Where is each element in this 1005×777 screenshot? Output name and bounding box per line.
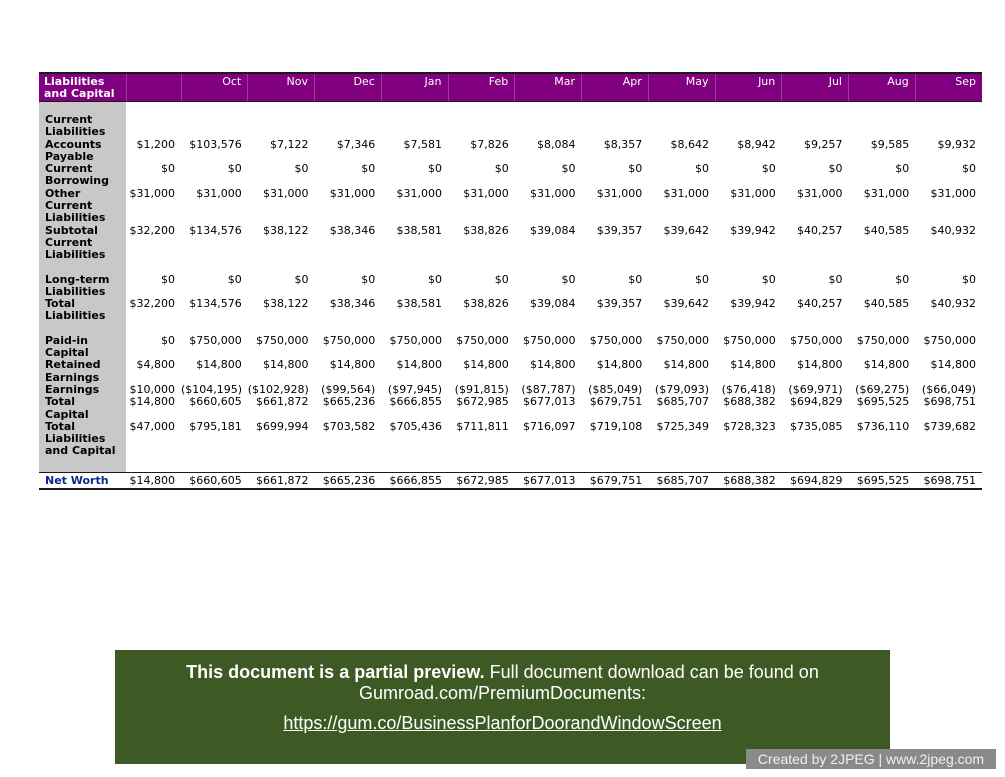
value-cell bbox=[849, 114, 916, 139]
empty-cell bbox=[715, 262, 782, 274]
value-cell: $8,642 bbox=[670, 137, 709, 151]
value-cell: $14,800 bbox=[396, 358, 442, 372]
value-cell: $39,642 bbox=[663, 223, 709, 237]
value-cell: $677,013 bbox=[515, 472, 582, 489]
empty-cell bbox=[448, 262, 515, 274]
value-cell: $698,751 bbox=[923, 395, 976, 409]
value-cell: $40,932 bbox=[930, 223, 976, 237]
empty-cell bbox=[248, 102, 315, 115]
value-cell: $31,000 bbox=[196, 186, 242, 200]
empty-cell bbox=[915, 102, 982, 115]
value-cell: $698,751 bbox=[915, 472, 982, 489]
empty-cell bbox=[126, 458, 181, 473]
value-cell: $0 bbox=[294, 272, 309, 286]
value-cell: $0 bbox=[695, 272, 709, 286]
row-label: Retained Earnings bbox=[39, 359, 126, 384]
empty-cell bbox=[315, 262, 382, 274]
empty-cell bbox=[181, 458, 248, 473]
preview-text: Full document download can be found on Gumroad.com/PremiumDocuments: bbox=[358, 662, 819, 703]
empty-cell bbox=[315, 102, 382, 115]
empty-cell bbox=[582, 458, 649, 473]
value-cell: $750,000 bbox=[723, 333, 776, 347]
value-cell: ($97,945) bbox=[387, 382, 442, 396]
value-cell: $38,826 bbox=[463, 223, 509, 237]
value-cell: $665,236 bbox=[322, 395, 376, 409]
value-cell: $795,181 bbox=[189, 419, 242, 433]
empty-cell bbox=[248, 323, 315, 335]
value-cell: $31,000 bbox=[530, 186, 576, 200]
value-cell: $0 bbox=[628, 272, 643, 286]
empty-cell bbox=[248, 262, 315, 274]
value-cell: $750,000 bbox=[523, 333, 576, 347]
preview-message bbox=[115, 662, 890, 704]
value-cell: $735,085 bbox=[790, 419, 843, 433]
value-cell: $695,525 bbox=[849, 472, 916, 489]
empty-cell bbox=[582, 102, 649, 115]
empty-cell bbox=[515, 458, 582, 473]
empty-cell bbox=[648, 323, 715, 335]
value-cell: $31,000 bbox=[396, 186, 442, 200]
value-cell: $728,323 bbox=[723, 419, 776, 433]
value-cell: $711,811 bbox=[456, 419, 509, 433]
value-cell: ($76,418) bbox=[721, 382, 776, 396]
value-cell: $38,581 bbox=[396, 223, 442, 237]
month-header: Jul bbox=[782, 73, 849, 102]
value-cell: $31,000 bbox=[129, 186, 175, 200]
row-label: Current Borrowing bbox=[39, 163, 126, 188]
value-cell: $40,257 bbox=[797, 223, 843, 237]
value-cell: ($79,093) bbox=[654, 382, 709, 396]
empty-cell bbox=[381, 262, 448, 274]
value-cell: $32,200 bbox=[129, 223, 175, 237]
value-cell: $4,800 bbox=[136, 358, 175, 372]
value-cell: $14,800 bbox=[329, 358, 376, 372]
value-cell: $660,605 bbox=[189, 395, 242, 409]
value-cell: $31,000 bbox=[730, 186, 776, 200]
empty-cell bbox=[126, 323, 181, 335]
row-label: Current Liabilities bbox=[39, 114, 126, 139]
value-cell: $665,236 bbox=[315, 472, 382, 489]
value-cell: $14,800 bbox=[263, 358, 309, 372]
value-cell: $679,751 bbox=[582, 472, 649, 489]
value-cell: $0 bbox=[361, 272, 376, 286]
value-cell: $40,585 bbox=[863, 297, 910, 311]
value-cell: ($99,564) bbox=[321, 382, 376, 396]
value-cell: $694,829 bbox=[782, 472, 849, 489]
value-cell: $31,000 bbox=[463, 186, 509, 200]
empty-cell bbox=[782, 262, 849, 274]
value-cell: $14,800 bbox=[126, 472, 181, 489]
value-cell: $134,576 bbox=[189, 297, 242, 311]
value-cell: $699,994 bbox=[256, 419, 309, 433]
value-cell: $31,000 bbox=[863, 186, 910, 200]
value-cell: $0 bbox=[161, 333, 175, 347]
value-cell: $666,855 bbox=[381, 472, 448, 489]
value-cell: $739,682 bbox=[923, 419, 976, 433]
value-cell: $0 bbox=[895, 162, 910, 176]
preview-banner bbox=[115, 650, 890, 764]
value-cell bbox=[248, 114, 315, 139]
value-cell: $8,357 bbox=[603, 137, 643, 151]
value-cell: ($69,971) bbox=[788, 382, 843, 396]
value-cell: $703,582 bbox=[322, 419, 376, 433]
value-cell: $31,000 bbox=[663, 186, 709, 200]
month-header: Dec bbox=[315, 73, 382, 102]
empty-cell bbox=[715, 458, 782, 473]
value-cell bbox=[648, 114, 715, 139]
value-cell: $9,257 bbox=[804, 137, 843, 151]
empty-cell bbox=[515, 323, 582, 335]
month-header: Sep bbox=[915, 73, 982, 102]
month-header: Feb bbox=[448, 73, 515, 102]
spacer-row bbox=[39, 102, 982, 115]
value-cell: $0 bbox=[428, 272, 442, 286]
value-cell: $0 bbox=[227, 272, 242, 286]
value-cell: $750,000 bbox=[856, 333, 910, 347]
value-cell: $31,000 bbox=[930, 186, 976, 200]
empty-cell bbox=[315, 323, 382, 335]
empty-cell bbox=[782, 323, 849, 335]
value-cell: $750,000 bbox=[589, 333, 643, 347]
value-cell: $0 bbox=[561, 272, 576, 286]
empty-cell bbox=[648, 458, 715, 473]
value-cell: $14,800 bbox=[196, 358, 242, 372]
empty-cell bbox=[782, 458, 849, 473]
row-label: Net Worth bbox=[39, 472, 126, 489]
empty-cell bbox=[381, 458, 448, 473]
value-cell: $679,751 bbox=[589, 395, 643, 409]
value-cell: $39,942 bbox=[730, 297, 776, 311]
value-cell: $0 bbox=[294, 162, 309, 176]
value-cell: ($104,195) bbox=[181, 382, 243, 396]
month-header: Apr bbox=[582, 73, 649, 102]
value-cell: $14,800 bbox=[129, 395, 175, 409]
value-cell: $39,642 bbox=[663, 297, 709, 311]
table-row bbox=[39, 225, 982, 262]
value-cell: $39,084 bbox=[530, 223, 576, 237]
value-cell: ($102,928) bbox=[247, 382, 309, 396]
value-cell: $725,349 bbox=[656, 419, 709, 433]
value-cell: $40,585 bbox=[863, 223, 910, 237]
value-cell: $716,097 bbox=[523, 419, 576, 433]
value-cell: $750,000 bbox=[389, 333, 442, 347]
value-cell: $40,257 bbox=[797, 297, 843, 311]
value-cell: ($66,049) bbox=[921, 382, 976, 396]
value-cell: $32,200 bbox=[129, 297, 175, 311]
value-cell: $38,581 bbox=[396, 297, 442, 311]
value-cell: $750,000 bbox=[923, 333, 976, 347]
table-row bbox=[39, 188, 982, 225]
value-cell: $39,942 bbox=[730, 223, 776, 237]
table-row bbox=[39, 335, 982, 360]
row-label: Earnings bbox=[39, 384, 126, 396]
row-label: Accounts Payable bbox=[39, 139, 126, 164]
value-cell: $705,436 bbox=[389, 419, 442, 433]
value-cell: $0 bbox=[494, 162, 509, 176]
month-header: Nov bbox=[248, 73, 315, 102]
month-header: Oct bbox=[181, 73, 248, 102]
value-cell: $0 bbox=[428, 162, 442, 176]
empty-cell bbox=[126, 102, 181, 115]
value-cell: $7,826 bbox=[470, 137, 509, 151]
value-cell: $750,000 bbox=[656, 333, 709, 347]
table-row bbox=[39, 421, 982, 458]
empty-cell bbox=[849, 458, 916, 473]
value-cell: $47,000 bbox=[129, 419, 175, 433]
value-cell: $666,855 bbox=[389, 395, 442, 409]
row-label: Other Current Liabilities bbox=[39, 188, 126, 225]
value-cell: $0 bbox=[828, 272, 843, 286]
value-cell: $14,800 bbox=[930, 358, 976, 372]
empty-cell bbox=[448, 323, 515, 335]
label-cell bbox=[39, 262, 126, 274]
value-cell: $677,013 bbox=[523, 395, 576, 409]
value-cell: $736,110 bbox=[856, 419, 910, 433]
value-cell: $14,800 bbox=[863, 358, 910, 372]
value-cell bbox=[448, 114, 515, 139]
value-cell: $0 bbox=[161, 162, 175, 176]
value-cell: $750,000 bbox=[256, 333, 309, 347]
value-cell: $7,581 bbox=[403, 137, 442, 151]
table-row bbox=[39, 163, 982, 188]
header-blank bbox=[126, 73, 181, 102]
download-link[interactable]: https://gum.co/BusinessPlanforDoorandWindowScreen bbox=[283, 713, 722, 733]
empty-cell bbox=[915, 323, 982, 335]
empty-cell bbox=[648, 262, 715, 274]
value-cell: $10,000 bbox=[129, 382, 175, 396]
value-cell: $7,122 bbox=[270, 137, 309, 151]
value-cell bbox=[181, 114, 248, 139]
value-cell: $0 bbox=[161, 272, 175, 286]
value-cell bbox=[515, 114, 582, 139]
empty-cell bbox=[915, 262, 982, 274]
value-cell: $134,576 bbox=[189, 223, 242, 237]
table-header-row bbox=[39, 73, 982, 102]
value-cell: $661,872 bbox=[248, 472, 315, 489]
value-cell: $0 bbox=[695, 162, 709, 176]
value-cell: $0 bbox=[761, 272, 776, 286]
value-cell: $38,346 bbox=[329, 223, 376, 237]
value-cell: $0 bbox=[361, 162, 376, 176]
value-cell: $31,000 bbox=[263, 186, 309, 200]
value-cell: $0 bbox=[494, 272, 509, 286]
value-cell: $685,707 bbox=[648, 472, 715, 489]
empty-cell bbox=[915, 458, 982, 473]
table-row bbox=[39, 114, 982, 139]
table-row bbox=[39, 359, 982, 384]
value-cell: $31,000 bbox=[596, 186, 643, 200]
value-cell: $0 bbox=[962, 162, 976, 176]
empty-cell bbox=[315, 458, 382, 473]
empty-cell bbox=[248, 458, 315, 473]
empty-cell bbox=[782, 102, 849, 115]
value-cell bbox=[126, 114, 181, 139]
table-row bbox=[39, 298, 982, 323]
empty-cell bbox=[715, 102, 782, 115]
value-cell bbox=[715, 114, 782, 139]
value-cell: $8,942 bbox=[737, 137, 776, 151]
header-label: Liabilities and Capital bbox=[39, 73, 126, 102]
value-cell bbox=[381, 114, 448, 139]
value-cell: $685,707 bbox=[656, 395, 709, 409]
empty-cell bbox=[515, 262, 582, 274]
value-cell: $14,800 bbox=[530, 358, 576, 372]
value-cell: $750,000 bbox=[456, 333, 509, 347]
value-cell: $0 bbox=[561, 162, 576, 176]
value-cell: $750,000 bbox=[790, 333, 843, 347]
empty-cell bbox=[448, 102, 515, 115]
value-cell bbox=[915, 114, 982, 139]
month-header: May bbox=[648, 73, 715, 102]
value-cell: $14,800 bbox=[797, 358, 843, 372]
empty-cell bbox=[381, 102, 448, 115]
value-cell: ($91,815) bbox=[454, 382, 509, 396]
value-cell: $14,800 bbox=[663, 358, 709, 372]
value-cell: $38,346 bbox=[329, 297, 376, 311]
empty-cell bbox=[648, 102, 715, 115]
row-label: Total Capital bbox=[39, 396, 126, 421]
row-label: Total Liabilities and Capital bbox=[39, 421, 126, 458]
label-cell bbox=[39, 458, 126, 473]
value-cell: $672,985 bbox=[448, 472, 515, 489]
empty-cell bbox=[126, 262, 181, 274]
empty-cell bbox=[181, 323, 248, 335]
value-cell: $9,585 bbox=[870, 137, 910, 151]
row-label: Total Liabilities bbox=[39, 298, 126, 323]
value-cell: $8,084 bbox=[537, 137, 576, 151]
value-cell: $38,122 bbox=[263, 223, 309, 237]
value-cell: $38,122 bbox=[263, 297, 309, 311]
value-cell: $31,000 bbox=[329, 186, 376, 200]
value-cell: $0 bbox=[628, 162, 643, 176]
empty-cell bbox=[181, 262, 248, 274]
month-header: Mar bbox=[515, 73, 582, 102]
value-cell: $0 bbox=[227, 162, 242, 176]
value-cell: $7,346 bbox=[336, 137, 376, 151]
value-cell: $750,000 bbox=[189, 333, 242, 347]
empty-cell bbox=[515, 102, 582, 115]
empty-cell bbox=[181, 102, 248, 115]
value-cell bbox=[582, 114, 649, 139]
value-cell: $672,985 bbox=[456, 395, 509, 409]
table-row bbox=[39, 396, 982, 421]
value-cell: $0 bbox=[962, 272, 976, 286]
value-cell: $661,872 bbox=[256, 395, 309, 409]
row-label: Paid-in Capital bbox=[39, 335, 126, 360]
label-cell bbox=[39, 323, 126, 335]
value-cell: ($69,275) bbox=[855, 382, 910, 396]
value-cell: $103,576 bbox=[189, 137, 242, 151]
preview-bold-text: This document is a partial preview. bbox=[186, 662, 485, 682]
table-row bbox=[39, 274, 982, 299]
value-cell: $9,932 bbox=[937, 137, 976, 151]
value-cell: $0 bbox=[828, 162, 843, 176]
value-cell: $14,800 bbox=[596, 358, 643, 372]
value-cell: $39,357 bbox=[596, 223, 643, 237]
value-cell: $660,605 bbox=[181, 472, 248, 489]
value-cell: $14,800 bbox=[730, 358, 776, 372]
empty-cell bbox=[849, 323, 916, 335]
watermark: Created by 2JPEG | www.2jpeg.com bbox=[746, 749, 996, 769]
value-cell: $31,000 bbox=[797, 186, 843, 200]
value-cell: $14,800 bbox=[463, 358, 509, 372]
empty-cell bbox=[849, 102, 916, 115]
spacer-row bbox=[39, 458, 982, 473]
value-cell: $688,382 bbox=[723, 395, 776, 409]
row-label: Subtotal Current Liabilities bbox=[39, 225, 126, 262]
empty-cell bbox=[381, 323, 448, 335]
value-cell: $39,357 bbox=[596, 297, 643, 311]
value-cell: $39,084 bbox=[530, 297, 576, 311]
empty-cell bbox=[582, 262, 649, 274]
value-cell: $40,932 bbox=[930, 297, 976, 311]
value-cell: $38,826 bbox=[463, 297, 509, 311]
value-cell: $1,200 bbox=[136, 137, 175, 151]
month-header: Jun bbox=[715, 73, 782, 102]
empty-cell bbox=[448, 458, 515, 473]
month-header: Jan bbox=[381, 73, 448, 102]
value-cell: ($85,049) bbox=[588, 382, 643, 396]
row-label: Long-term Liabilities bbox=[39, 274, 126, 299]
value-cell: $694,829 bbox=[790, 395, 843, 409]
value-cell bbox=[782, 114, 849, 139]
value-cell: $688,382 bbox=[715, 472, 782, 489]
value-cell: $0 bbox=[895, 272, 910, 286]
value-cell: $0 bbox=[761, 162, 776, 176]
value-cell: $750,000 bbox=[322, 333, 376, 347]
spacer-row bbox=[39, 323, 982, 335]
value-cell: ($87,787) bbox=[521, 382, 576, 396]
empty-cell bbox=[715, 323, 782, 335]
value-cell: $719,108 bbox=[589, 419, 643, 433]
month-header: Aug bbox=[849, 73, 916, 102]
table-row bbox=[39, 472, 982, 489]
empty-cell bbox=[582, 323, 649, 335]
empty-cell bbox=[849, 262, 916, 274]
value-cell bbox=[315, 114, 382, 139]
liabilities-capital-table bbox=[39, 72, 982, 490]
spacer-row bbox=[39, 262, 982, 274]
table-row bbox=[39, 139, 982, 164]
value-cell: $695,525 bbox=[856, 395, 910, 409]
